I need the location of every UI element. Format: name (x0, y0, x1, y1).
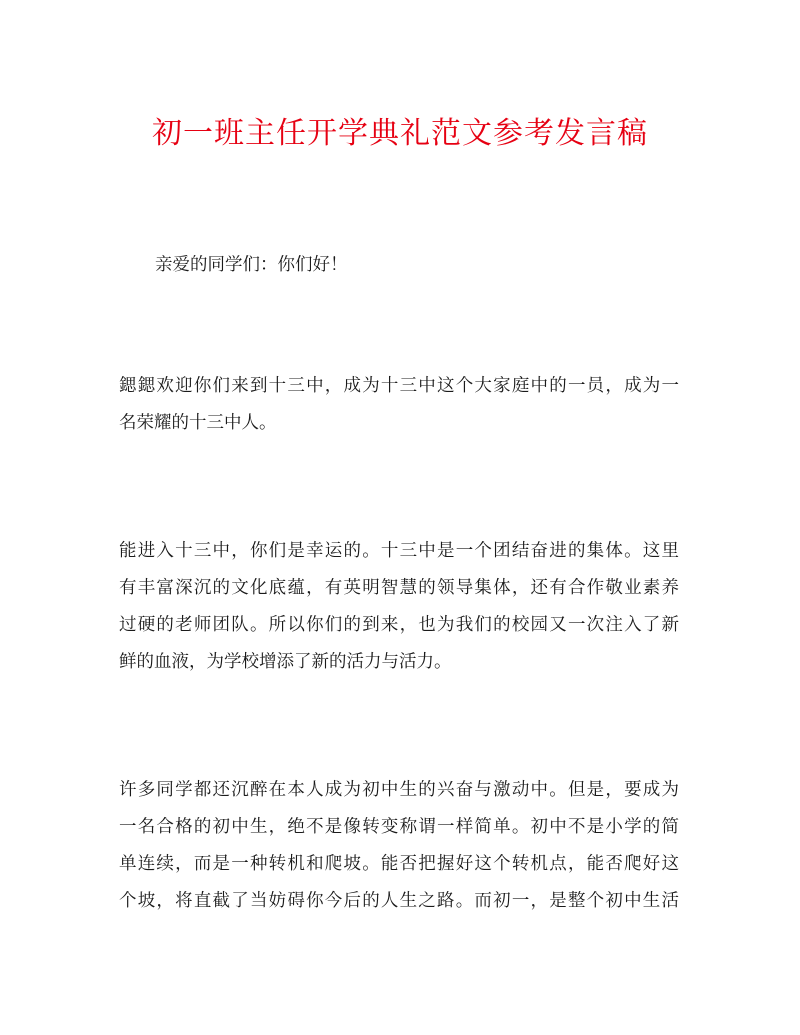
paragraph-2 (119, 533, 679, 681)
paragraph-line: 鲜的血液，为学校增添了新的活力与活力。 (119, 652, 452, 672)
greeting-line: 亲爱的同学们：你们好！ (155, 255, 348, 275)
paragraph-line: 名荣耀的十三中人。 (119, 413, 277, 433)
paragraph-line: 有丰富深沉的文化底蕴，有英明智慧的领导集体，还有合作敬业素养 (119, 578, 679, 598)
document-title: 初一班主任开学典礼范文参考发言稿 (152, 116, 648, 151)
paragraph-line: 单连续，而是一种转机和爬坡。能否把握好这个转机点，能否爬好这 (119, 854, 679, 874)
paragraph-line: 过硬的老师团队。所以你们的到来，也为我们的校园又一次注入了新 (119, 615, 679, 635)
paragraph-3 (119, 772, 679, 920)
paragraph-line: 鍶鍶欢迎你们来到十三中，成为十三中这个大家庭中的一员，成为一 (119, 376, 679, 396)
paragraph-line: 一名合格的初中生，绝不是像转变称谓一样简单。初中不是小学的简 (119, 817, 679, 837)
paragraph-line: 能进入十三中，你们是幸运的。十三中是一个团结奋进的集体。这里 (119, 541, 679, 561)
paragraph-1 (119, 368, 679, 442)
paragraph-line: 许多同学都还沉醉在本人成为初中生的兴奋与激动中。但是，要成为 (119, 780, 679, 800)
paragraph-line: 个坡，将直截了当妨碍你今后的人生之路。而初一，是整个初中生活 (119, 891, 679, 911)
